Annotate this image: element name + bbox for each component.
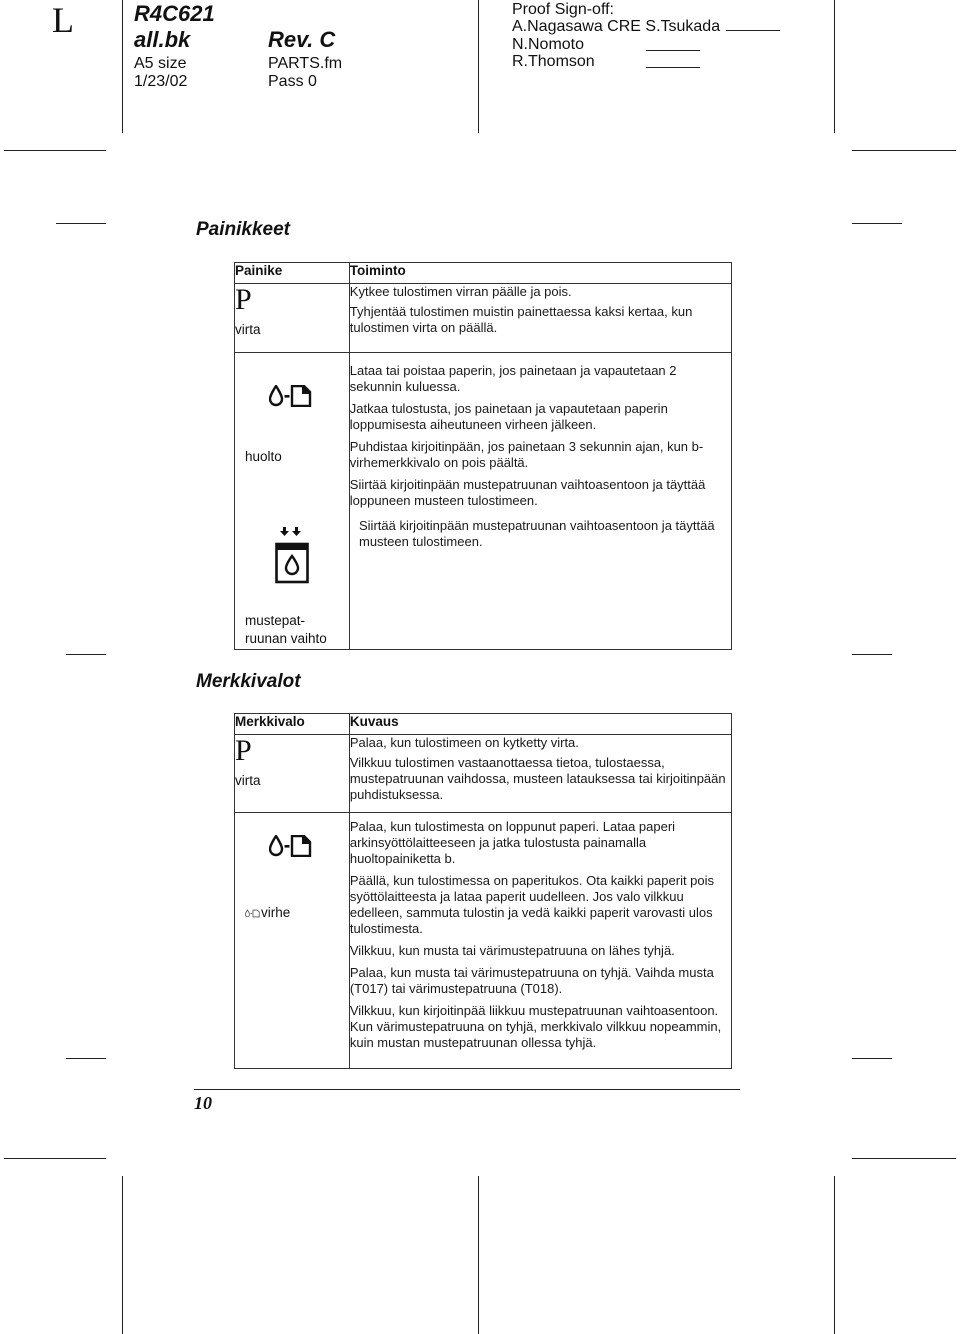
header-rule <box>834 0 835 133</box>
footer-rule <box>122 1176 123 1334</box>
power-symbol: P <box>235 734 252 767</box>
description-cell <box>349 735 731 813</box>
page-number: 10 <box>194 1093 212 1113</box>
description-text: Palaa, kun musta tai värimustepatruuna on tyhjä. Vaihda musta (T017) tai värimustepatruuna (T018). <box>349 965 714 996</box>
column-header: Merkkivalo <box>235 714 350 735</box>
header-rule <box>122 0 123 133</box>
signer-2: N.Nomoto <box>512 36 585 53</box>
header-rule <box>478 0 479 133</box>
indicator-label: virhe <box>261 905 291 920</box>
description-text: Siirtää kirjoitinpään mustepatruunan vaihtoasentoon ja täyttää musteen tulostimeen. <box>359 518 715 549</box>
paper-size: A5 size <box>134 55 187 72</box>
table-row <box>235 284 732 353</box>
crop-mark <box>852 1058 892 1059</box>
table-header-row <box>235 263 732 284</box>
description-text: Tyhjentää tulostimen muistin painettaessa kaksi kertaa, kun tulostimen virta on päällä. <box>349 304 693 335</box>
column-header: Toiminto <box>349 263 731 284</box>
description-text: Lataa tai poistaa paperin, jos painetaan ja vapautetaan 2 sekunnin kuluessa. <box>349 363 677 394</box>
indicator-cell <box>235 813 350 1069</box>
button-label: virta <box>235 322 261 337</box>
description-text: Vilkkuu, kun kirjoitinpää liikkuu mustepatruunan vaihtoasentoon. Kun värimustepatruuna on tyhjä, merkkivalo vilkkuu nopeammin, kuin mustan mustepatruunan ollessa tyhjä. <box>349 1003 722 1050</box>
button-label: mustepat- ruunan vaihto <box>245 613 327 646</box>
crop-mark <box>4 1158 106 1159</box>
table-row <box>235 735 732 813</box>
crop-mark <box>852 150 956 151</box>
corner-letter: L <box>52 0 74 40</box>
signoff-line-3 <box>512 52 595 72</box>
model-name: R4C621 <box>134 1 215 26</box>
description-text: Päällä, kun tulostimessa on paperitukos. Ota kaikki paperit pois syöttölaitteesta ja lataa paperit uudelleen. Jos valo vilkkuu edelleen, sammuta tulostin ja vedä kaikki paperit varovasti ulos tulostimesta. <box>349 873 715 936</box>
section-title-painikkeet: Painikkeet <box>196 219 290 240</box>
ink-paper-icon <box>269 385 315 407</box>
description-text: Palaa, kun tulostimeen on kytketty virta. <box>349 735 579 750</box>
parts-file: PARTS.fm <box>268 55 343 72</box>
ink-paper-icon <box>269 835 315 857</box>
crop-mark <box>4 150 106 151</box>
description-text: Vilkkuu, kun musta tai värimustepatruuna on lähes tyhjä. <box>349 943 675 958</box>
section-title-merkkivalot: Merkkivalot <box>196 671 301 692</box>
button-label: huolto <box>245 449 282 464</box>
crop-mark <box>852 654 892 655</box>
footer-rule <box>834 1176 835 1334</box>
crop-mark <box>852 1158 956 1159</box>
cartridge-row <box>234 516 732 650</box>
indicator-cell <box>235 735 350 813</box>
signer-3: R.Thomson <box>512 53 595 70</box>
crop-mark <box>56 223 106 224</box>
header-date: 1/23/02 <box>134 73 188 90</box>
crop-mark <box>66 1058 106 1059</box>
description-cell <box>349 284 731 353</box>
button-cell <box>235 284 350 353</box>
column-header: Kuvaus <box>349 714 731 735</box>
description-cell <box>349 813 731 1069</box>
description-text: Vilkkuu tulostimen vastaanottaessa tietoa, tulostaessa, mustepatruunan vaihdossa, musteen latauksessa tai kirjoitinpään puhdistuksessa. <box>349 755 726 802</box>
revision: Rev. C <box>268 27 336 52</box>
signature-line <box>646 67 700 68</box>
column-header: Painike <box>235 263 350 284</box>
signer-1: A.Nagasawa CRE S.Tsukada <box>512 18 721 35</box>
table-header-row <box>235 714 732 735</box>
power-symbol: P <box>235 283 252 316</box>
footer-rule <box>478 1176 479 1334</box>
book-file: all.bk <box>134 27 191 52</box>
small-ink-paper-icon <box>245 909 261 918</box>
column-divider <box>349 516 350 649</box>
description-text: Kytkee tulostimen virran päälle ja pois. <box>349 284 572 299</box>
description-text: Jatkaa tulostusta, jos painetaan ja vapautetaan paperin loppumisesta aiheutuneen virheen jälkeen. <box>349 401 668 432</box>
signature-line <box>726 30 780 31</box>
crop-mark <box>852 223 902 224</box>
proof-signoff-title: Proof Sign-off: <box>512 1 614 18</box>
footer-rule-horizontal <box>194 1089 740 1090</box>
signature-line <box>646 50 700 51</box>
description-text: Puhdistaa kirjoitinpään, jos painetaan 3 sekunnin ajan, kun b-virhemerkkivalo on pois päältä. <box>349 439 704 470</box>
pass-number: Pass 0 <box>268 73 317 90</box>
ink-cartridge-icon <box>275 526 311 584</box>
description-text: Siirtää kirjoitinpään mustepatruunan vaihtoasentoon ja täyttää loppuneen musteen tulostimeen. <box>349 477 706 508</box>
signoff-line-1 <box>512 17 780 37</box>
indicator-label: virta <box>235 773 261 788</box>
crop-mark <box>66 654 106 655</box>
table-row <box>235 813 732 1069</box>
error-indicator <box>245 905 290 921</box>
description-text: Palaa, kun tulostimesta on loppunut paperi. Lataa paperi arkinsyöttölaitteeseen ja jatka tulostusta painamalla huoltopainiketta b. <box>349 819 676 866</box>
indicators-table <box>234 713 732 1069</box>
